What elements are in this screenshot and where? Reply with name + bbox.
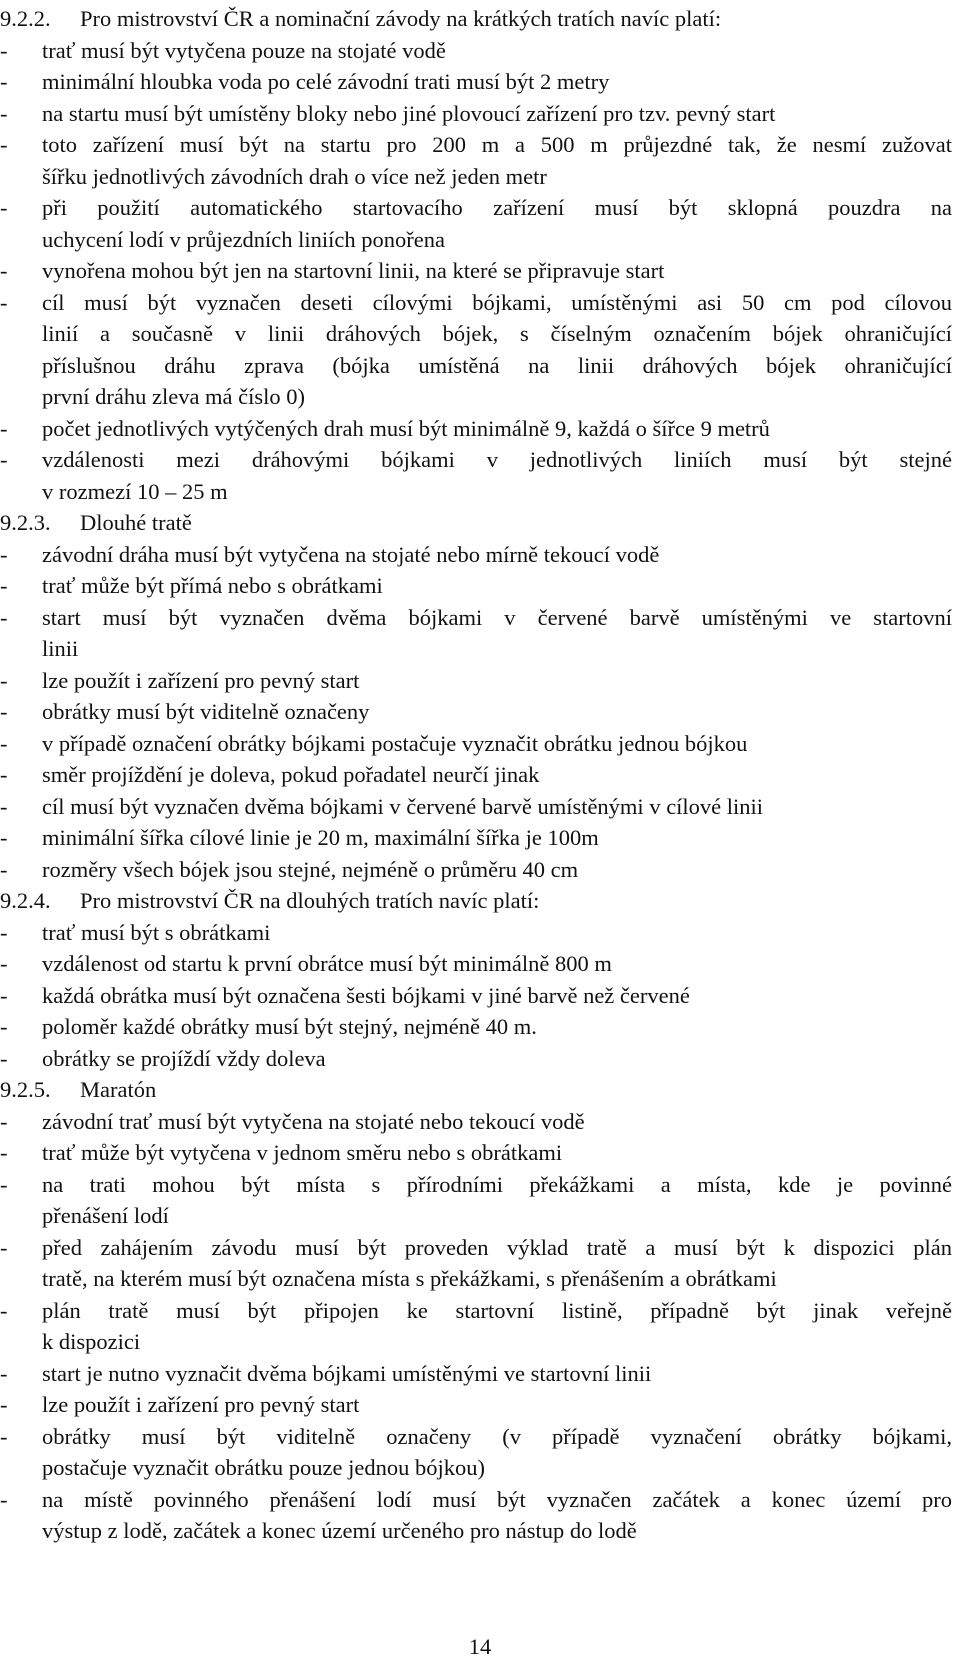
list-item-text: závodní trať musí být vytyčena na stojaté nebo tekoucí vodě <box>42 1108 585 1134</box>
section-heading <box>0 1074 960 1106</box>
section-heading <box>0 3 960 35</box>
list-item <box>0 1169 960 1201</box>
list-item-text: obrátky musí být viditelně označeny (v případě vyznačení obrátky bójkami, <box>42 1423 952 1449</box>
list-item <box>0 255 960 287</box>
list-item <box>0 1421 960 1453</box>
list-item-text: trať musí být vytyčena pouze na stojaté vodě <box>42 37 446 63</box>
list-item-text: v případě označení obrátky bójkami postačuje vyznačit obrátku jednou bójkou <box>42 730 748 756</box>
list-item-text: šířku jednotlivých závodních drah o více než jeden metr <box>42 163 547 189</box>
list-item-continuation <box>0 476 960 508</box>
list-item-text: závodní dráha musí být vytyčena na stojaté nebo mírně tekoucí vodě <box>42 541 660 567</box>
bullet-dash: - <box>0 1423 8 1449</box>
list-item-text: každá obrátka musí být označena šesti bójkami v jiné barvě než červené <box>42 982 690 1008</box>
list-item-continuation <box>0 350 960 382</box>
list-item-continuation <box>0 161 960 193</box>
list-item <box>0 98 960 130</box>
bullet-dash: - <box>0 447 8 472</box>
bullet-dash: - <box>0 982 8 1008</box>
list-item-text: přenášení lodí <box>42 1203 169 1228</box>
list-item <box>0 539 960 571</box>
list-item-continuation <box>0 1263 960 1295</box>
list-item <box>0 66 960 98</box>
list-item <box>0 822 960 854</box>
list-item-text: výstup z lodě, začátek a konec území určeného pro nástup do lodě <box>42 1518 637 1543</box>
list-item <box>0 129 960 161</box>
section-number: 9.2.4. <box>0 888 51 913</box>
bullet-dash: - <box>0 289 8 315</box>
bullet-dash: - <box>0 1234 8 1260</box>
list-item-text: lze použít i zařízení pro pevný start <box>42 667 360 693</box>
list-item-text: obrátky se projíždí vždy doleva <box>42 1045 326 1071</box>
list-item-text: lze použít i zařízení pro pevný start <box>42 1392 360 1417</box>
list-item <box>0 1389 960 1421</box>
section-number: 9.2.5. <box>0 1077 51 1102</box>
list-item <box>0 917 960 949</box>
list-item-text: před zahájením závodu musí být proveden výklad tratě a musí být k dispozici plán <box>42 1234 952 1260</box>
list-item-text: minimální šířka cílové linie je 20 m, maximální šířka je 100m <box>42 825 599 850</box>
list-item <box>0 1106 960 1138</box>
bullet-dash: - <box>0 69 8 94</box>
bullet-dash: - <box>0 919 8 945</box>
bullet-dash: - <box>0 1297 8 1323</box>
list-item <box>0 1358 960 1390</box>
list-item <box>0 35 960 67</box>
bullet-dash: - <box>0 1108 8 1134</box>
bullet-dash: - <box>0 1140 8 1165</box>
list-item-text: počet jednotlivých vytýčených drah musí být minimálně 9, každá o šířce 9 metrů <box>42 415 770 441</box>
bullet-dash: - <box>0 825 8 850</box>
list-item-text: minimální hloubka voda po celé závodní trati musí být 2 metry <box>42 69 610 94</box>
list-item <box>0 1043 960 1075</box>
bullet-dash: - <box>0 1014 8 1039</box>
list-item <box>0 665 960 697</box>
list-item-text: tratě, na kterém musí být označena místa s překážkami, s přenášením a obrátkami <box>42 1266 777 1291</box>
list-item <box>0 444 960 476</box>
bullet-dash: - <box>0 1171 8 1197</box>
list-item-text: linií a současně v linii dráhových bójek, s číselným označením bójek ohraničující <box>42 321 952 346</box>
list-item-continuation <box>0 1452 960 1484</box>
section-title: Pro mistrovství ČR a nominační závody na krátkých tratích navíc platí: <box>80 6 722 31</box>
list-item-continuation <box>0 318 960 350</box>
section-number: 9.2.3. <box>0 510 51 535</box>
bullet-dash: - <box>0 1360 8 1386</box>
list-item-text: toto zařízení musí být na startu pro 200 m a 500 m průjezdné tak, že nesmí zužovat <box>42 132 952 157</box>
bullet-dash: - <box>0 195 8 220</box>
list-item <box>0 759 960 791</box>
bullet-dash: - <box>0 699 8 724</box>
list-item <box>0 570 960 602</box>
list-item-text: příslušnou dráhu zprava (bójka umístěná na linii dráhových bójek ohraničující <box>42 352 952 378</box>
list-item-continuation <box>0 381 960 413</box>
bullet-dash: - <box>0 604 8 630</box>
list-item <box>0 728 960 760</box>
list-item-text: na místě povinného přenášení lodí musí být vyznačen začátek a konec území pro <box>42 1486 952 1512</box>
bullet-dash: - <box>0 415 8 441</box>
list-item <box>0 602 960 634</box>
document-body <box>0 3 960 1547</box>
list-item-continuation <box>0 224 960 256</box>
section-heading <box>0 885 960 917</box>
list-item-text: cíl musí být vyznačen dvěma bójkami v červené barvě umístěnými v cílové linii <box>42 793 764 819</box>
list-item <box>0 980 960 1012</box>
bullet-dash: - <box>0 762 8 787</box>
list-item <box>0 696 960 728</box>
section-number: 9.2.2. <box>0 6 51 31</box>
bullet-dash: - <box>0 1045 8 1071</box>
list-item <box>0 854 960 886</box>
list-item <box>0 1011 960 1043</box>
bullet-dash: - <box>0 1392 8 1417</box>
list-item-text: směr projíždění je doleva, pokud pořadatel neurčí jinak <box>42 762 540 787</box>
bullet-dash: - <box>0 1486 8 1512</box>
bullet-dash: - <box>0 37 8 63</box>
list-item <box>0 287 960 319</box>
section-title: Dlouhé tratě <box>80 510 192 535</box>
bullet-dash: - <box>0 132 8 157</box>
bullet-dash: - <box>0 667 8 693</box>
list-item <box>0 192 960 224</box>
list-item-continuation <box>0 1200 960 1232</box>
list-item-text: vzdálenosti mezi dráhovými bójkami v jednotlivých liniích musí být stejné <box>42 447 952 472</box>
list-item <box>0 1484 960 1516</box>
list-item-text: trať může být přímá nebo s obrátkami <box>42 573 383 598</box>
list-item-text: v rozmezí 10 – 25 m <box>42 478 228 504</box>
list-item <box>0 1232 960 1264</box>
list-item-text: první dráhu zleva má číslo 0) <box>42 384 306 409</box>
list-item <box>0 1137 960 1169</box>
list-item-text: uchycení lodí v průjezdních liniích ponořena <box>42 226 446 252</box>
list-item-text: rozměry všech bójek jsou stejné, nejméně o průměru 40 cm <box>42 856 579 882</box>
page-number: 14 <box>468 1634 492 1659</box>
list-item-continuation <box>0 633 960 665</box>
list-item <box>0 791 960 823</box>
bullet-dash: - <box>0 258 8 283</box>
section-heading <box>0 507 960 539</box>
list-item-continuation <box>0 1326 960 1358</box>
list-item-text: trať musí být s obrátkami <box>42 919 271 945</box>
list-item-text: cíl musí být vyznačen deseti cílovými bójkami, umístěnými asi 50 cm pod cílovou <box>42 289 952 315</box>
section-title: Pro mistrovství ČR na dlouhých tratích navíc platí: <box>80 888 540 913</box>
list-item-text: start musí být vyznačen dvěma bójkami v červené barvě umístěnými ve startovní <box>42 604 952 630</box>
list-item-text: na trati mohou být místa s přírodními překážkami a místa, kde je povinné <box>42 1171 952 1197</box>
list-item <box>0 948 960 980</box>
list-item-text: k dispozici <box>42 1329 141 1354</box>
bullet-dash: - <box>0 100 8 126</box>
list-item-text: na startu musí být umístěny bloky nebo jiné plovoucí zařízení pro tzv. pevný start <box>42 100 776 126</box>
list-item-continuation <box>0 1515 960 1547</box>
list-item-text: start je nutno vyznačit dvěma bójkami umístěnými ve startovní linii <box>42 1360 652 1386</box>
bullet-dash: - <box>0 951 8 976</box>
list-item <box>0 413 960 445</box>
section-title: Maratón <box>80 1077 157 1102</box>
bullet-dash: - <box>0 573 8 598</box>
list-item-text: obrátky musí být viditelně označeny <box>42 699 370 724</box>
list-item <box>0 1295 960 1327</box>
list-item-text: vynořena mohou být jen na startovní linii, na které se připravuje start <box>42 258 665 283</box>
list-item-text: poloměr každé obrátky musí být stejný, nejméně 40 m. <box>42 1014 537 1039</box>
list-item-text: postačuje vyznačit obrátku pouze jednou bójkou) <box>42 1455 485 1480</box>
list-item-text: vzdálenost od startu k první obrátce musí být minimálně 800 m <box>42 951 612 976</box>
bullet-dash: - <box>0 793 8 819</box>
bullet-dash: - <box>0 541 8 567</box>
list-item-text: trať může být vytyčena v jednom směru nebo s obrátkami <box>42 1140 563 1165</box>
bullet-dash: - <box>0 730 8 756</box>
list-item-text: linii <box>42 636 79 661</box>
bullet-dash: - <box>0 856 8 882</box>
list-item-text: při použití automatického startovacího zařízení musí být sklopná pouzdra na <box>42 195 952 220</box>
list-item-text: plán tratě musí být připojen ke startovní listině, případně být jinak veřejně <box>42 1297 952 1323</box>
